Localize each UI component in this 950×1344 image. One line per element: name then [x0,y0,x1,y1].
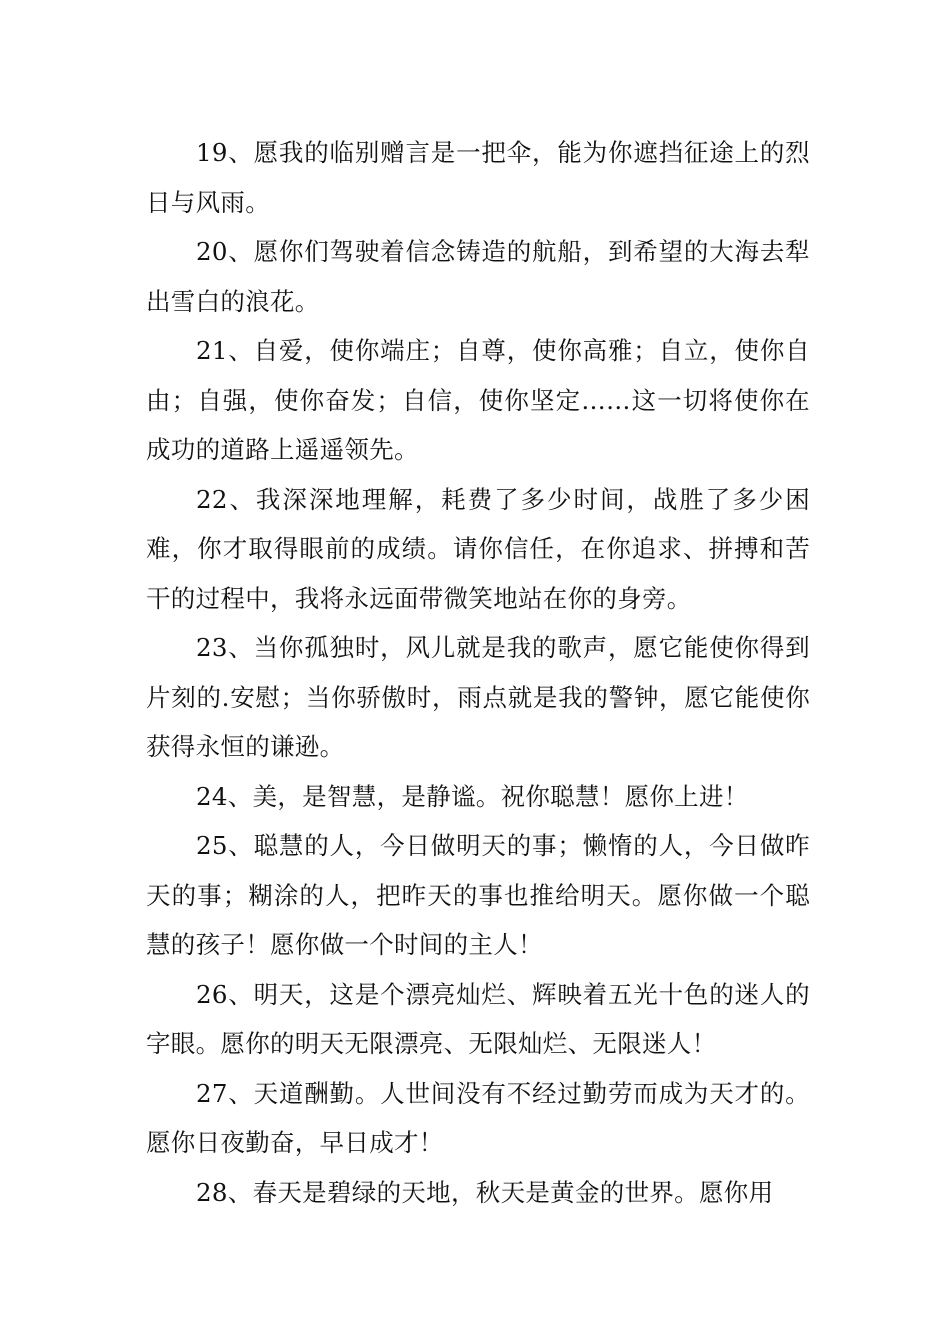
paragraph-28: 28、春天是碧绿的天地，秋天是黄金的世界。愿你用 [196,1177,774,1207]
paragraph-24: 24、美，是智慧，是静谧。祝你聪慧！愿你上进！ [196,781,749,811]
paragraph-22: 22、我深深地理解，耗费了多少时间，战胜了多少困难，你才取得眼前的成绩。请你信任，在你追求、拼搏和苦干的过程中，我将永远面带微笑地站在你的身旁。 [146,484,810,613]
document-body [146,128,810,1217]
paragraph-25: 25、聪慧的人，今日做明天的事；懒惰的人，今日做昨天的事；糊涂的人，把昨天的事也推给明天。愿你做一个聪慧的孩子！愿你做一个时间的主人！ [146,831,810,959]
paragraph-20: 20、愿你们驾驶着信念铸造的航船，到希望的大海去犁出雪白的浪花。 [146,237,810,316]
paragraph-26: 26、明天，这是个漂亮灿烂、辉映着五光十色的迷人的字眼。愿你的明天无限漂亮、无限灿烂、无限迷人！ [146,979,810,1058]
paragraph-21: 21、自爱，使你端庄；自尊，使你高雅；自立，使你自由；自强，使你奋发；自信，使你坚定……这一切将使你在成功的道路上遥遥领先。 [146,336,810,464]
paragraph-19: 19、愿我的临别赠言是一把伞，能为你遮挡征途上的烈日与风雨。 [146,138,810,217]
paragraph-23: 23、当你孤独时，风儿就是我的歌声，愿它能使你得到片刻的.安慰；当你骄傲时，雨点就是我的警钟，愿它能使你获得永恒的谦逊。 [146,633,810,761]
paragraph-27: 27、天道酬勤。人世间没有不经过勤劳而成为天才的。愿你日夜勤奋，早日成才！ [146,1078,810,1157]
